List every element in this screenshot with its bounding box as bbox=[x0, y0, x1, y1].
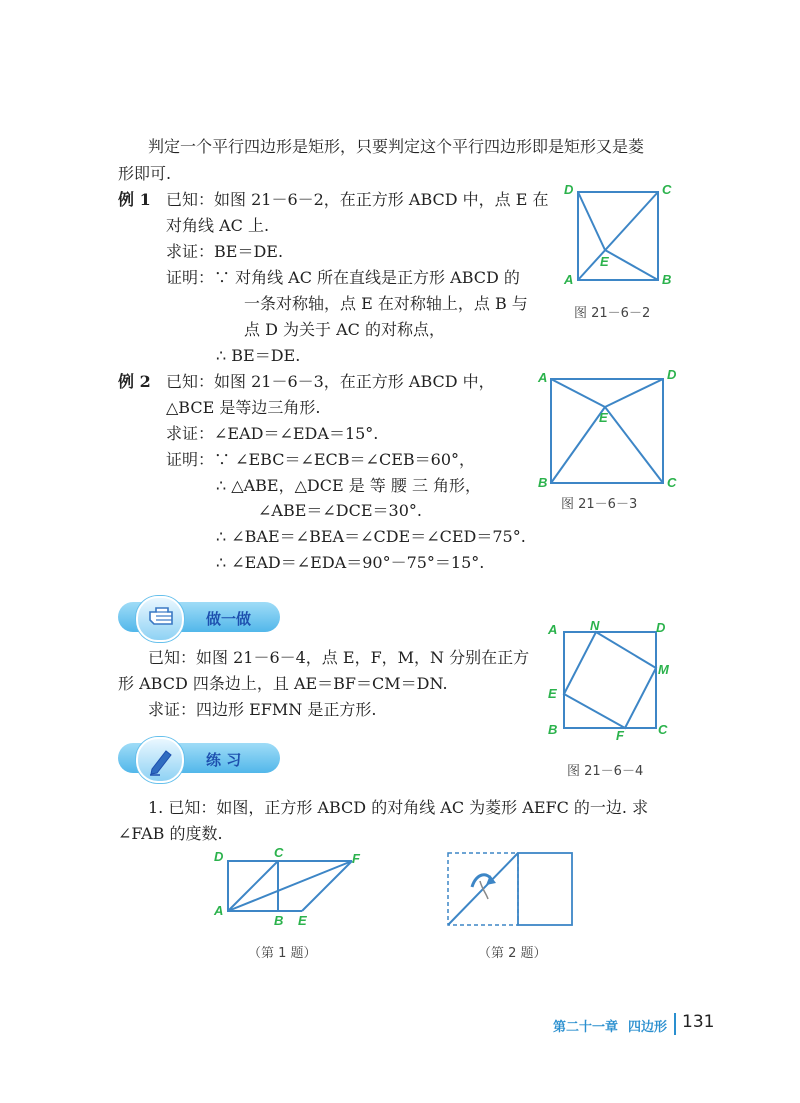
segment-ef bbox=[302, 861, 352, 911]
label-c: C bbox=[274, 845, 284, 860]
caption-fig-21-6-2: 图 21－6－2 bbox=[574, 306, 651, 321]
label-d: D bbox=[214, 849, 224, 864]
figure-21-6-3 bbox=[535, 365, 685, 490]
exercise-q1-line-1: 1. 已知：如图，正方形 ABCD 的对角线 AC 为菱形 AEFC 的一边. 求 bbox=[148, 798, 649, 817]
label-d: D bbox=[564, 182, 574, 197]
example-2-proof-4: ∴ ∠BAE＝∠BEA＝∠CDE＝∠CED＝75°. bbox=[216, 527, 526, 546]
example-1-proof-1: 证明：∵ 对角线 AC 所在直线是正方形 ABCD 的 bbox=[166, 268, 520, 287]
square-abcd bbox=[564, 632, 656, 728]
label-b: B bbox=[538, 475, 548, 490]
example-2-proof-5: ∴ ∠EAD＝∠EDA＝90°－75°＝15°. bbox=[216, 553, 485, 572]
segment-ae bbox=[551, 379, 605, 407]
activity-given-2: 形 ABCD 四条边上，且 AE＝BF＝CM＝DN. bbox=[118, 674, 448, 693]
footer-chapter: 第二十一章 bbox=[553, 1020, 619, 1035]
example-1-prove: 求证：BE＝DE. bbox=[166, 242, 284, 261]
label-n: N bbox=[590, 618, 600, 633]
figure-21-6-4 bbox=[540, 618, 680, 743]
segment-de bbox=[605, 379, 663, 407]
label-c: C bbox=[658, 722, 668, 737]
exercise-figure-1 bbox=[210, 843, 370, 928]
diagonal-ac bbox=[228, 861, 278, 911]
example-1-proof-3: 点 D 为关于 AC 的对称点， bbox=[244, 320, 445, 339]
example-1-proof-2: 一条对称轴，点 E 在对称轴上，点 B 与 bbox=[244, 294, 528, 313]
label-m: M bbox=[658, 662, 669, 677]
label-c: C bbox=[662, 182, 672, 197]
example-2-label: 例 2 bbox=[118, 372, 151, 391]
example-2-given-2: △BCE 是等边三角形. bbox=[166, 398, 321, 417]
label-e: E bbox=[599, 410, 608, 425]
label-f: F bbox=[616, 728, 624, 743]
square-abcd bbox=[551, 379, 663, 483]
label-d: D bbox=[667, 367, 677, 382]
segment-de bbox=[578, 192, 605, 250]
example-1-given-1: 已知：如图 21－6－2，在正方形 ABCD 中，点 E 在 bbox=[166, 190, 549, 209]
label-b: B bbox=[274, 913, 284, 928]
label-c: C bbox=[667, 475, 677, 490]
activity-given-1: 已知：如图 21－6－4，点 E，F，M，N 分别在正方 bbox=[148, 648, 530, 667]
exercise-q1-line-2: ∠FAB 的度数. bbox=[118, 824, 223, 843]
hand-icon bbox=[136, 596, 184, 642]
example-2-given-1: 已知：如图 21－6－3，在正方形 ABCD 中， bbox=[166, 372, 495, 391]
label-e: E bbox=[298, 913, 307, 928]
label-a: A bbox=[538, 370, 548, 385]
caption-fig-21-6-3: 图 21－6－3 bbox=[561, 497, 638, 512]
activity-prove: 求证：四边形 EFMN 是正方形. bbox=[148, 700, 377, 719]
example-2-proof-1: 证明：∵ ∠EBC＝∠ECB＝∠CEB＝60°， bbox=[166, 450, 476, 469]
figure-21-6-2 bbox=[560, 180, 690, 295]
footer-section: 四边形 bbox=[628, 1020, 668, 1035]
intro-line-1: 判定一个平行四边形是矩形，只要判定这个平行四边形即是矩形又是菱 bbox=[148, 137, 645, 156]
pen-icon bbox=[136, 737, 184, 783]
example-1-label: 例 1 bbox=[118, 190, 151, 209]
label-e: E bbox=[600, 254, 609, 269]
label-d: D bbox=[656, 620, 666, 635]
exercise-title: 练 习 bbox=[206, 751, 242, 769]
example-2-prove: 求证：∠EAD＝∠EDA＝15°. bbox=[166, 424, 379, 443]
example-1-proof-4: ∴ BE＝DE. bbox=[216, 346, 301, 365]
intro-line-2: 形即可. bbox=[118, 164, 172, 183]
label-b: B bbox=[662, 272, 672, 287]
label-e: E bbox=[548, 686, 557, 701]
exercise-figure-2-caption: （第 2 题） bbox=[478, 946, 547, 961]
example-2-proof-2: ∴ △ABE，△DCE 是 等 腰 三 角形， bbox=[216, 476, 482, 495]
label-b: B bbox=[548, 722, 558, 737]
caption-fig-21-6-4: 图 21－6－4 bbox=[567, 764, 644, 779]
footer-divider bbox=[674, 1013, 676, 1035]
activity-title: 做一做 bbox=[206, 610, 252, 628]
label-a: A bbox=[564, 272, 574, 287]
segment-ce bbox=[605, 407, 663, 483]
exercise-figure-2 bbox=[440, 843, 580, 928]
example-2-proof-3: ∠ABE＝∠DCE＝30°. bbox=[258, 501, 423, 520]
page-number: 131 bbox=[682, 1012, 715, 1032]
example-1-given-2: 对角线 AC 上. bbox=[166, 216, 270, 235]
segment-af bbox=[228, 861, 352, 911]
diagonal-ac bbox=[578, 192, 658, 280]
rectangle bbox=[518, 853, 572, 925]
label-a: A bbox=[214, 903, 224, 918]
exercise-figure-1-caption: （第 1 题） bbox=[248, 946, 317, 961]
exercise-badge bbox=[118, 737, 280, 777]
label-a: A bbox=[548, 622, 558, 637]
activity-badge bbox=[118, 596, 280, 636]
label-f: F bbox=[352, 851, 360, 866]
segment-be bbox=[605, 250, 658, 280]
square-efmn bbox=[564, 632, 656, 728]
segment-be bbox=[551, 407, 605, 483]
